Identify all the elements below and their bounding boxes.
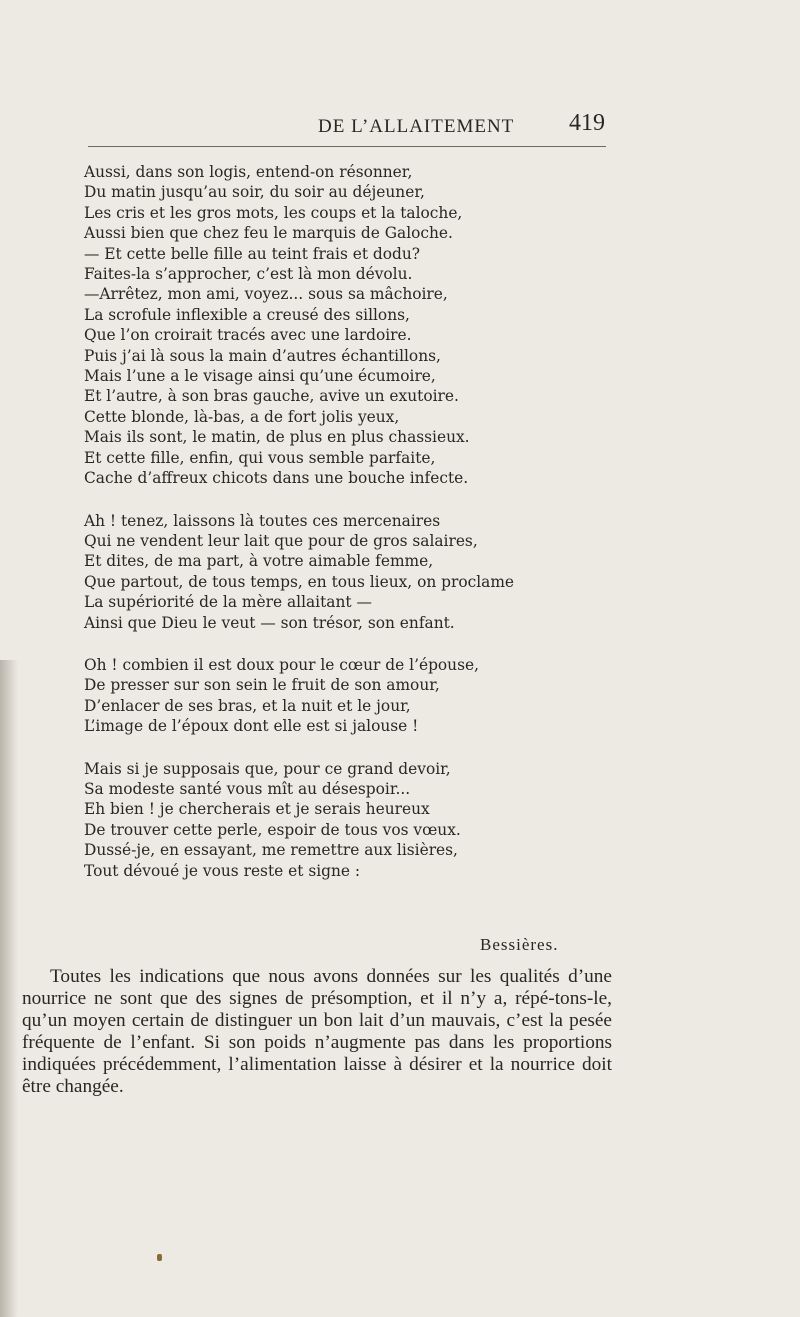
verse-line: Que partout, de tous temps, en tous lieux, on proclame <box>84 572 515 591</box>
verse-line: Tout dévoué je vous reste et signe : <box>84 861 361 880</box>
verse-line: Que l’on croirait tracés avec une lardoire. <box>84 326 412 345</box>
verse-line: Ah ! tenez, laissons là toutes ces mercenaires <box>84 511 441 530</box>
stanza-3 <box>84 655 644 737</box>
verse-line: — Et cette belle fille au teint frais et dodu? <box>84 244 421 263</box>
poem <box>84 162 644 897</box>
verse-line: Oh ! combien il est doux pour le cœur de l’épouse, <box>84 655 479 674</box>
verse-line: Les cris et les gros mots, les coups et la taloche, <box>84 203 463 222</box>
verse-line: —Arrêtez, mon ami, voyez... sous sa mâchoire, <box>84 285 448 304</box>
verse-line: Mais ils sont, le matin, de plus en plus chassieux. <box>84 428 470 447</box>
verse-line: La supériorité de la mère allaitant — <box>84 593 372 612</box>
page-number: 419 <box>569 110 605 136</box>
verse-line: Aussi, dans son logis, entend-on résonner, <box>84 163 413 181</box>
verse-line: Mais l’une a le visage ainsi qu’une écumoire, <box>84 367 436 386</box>
verse-line: Cette blonde, là-bas, a de fort jolis yeux, <box>84 407 400 426</box>
verse-line: Et dites, de ma part, à votre aimable femme, <box>84 552 434 571</box>
verse-line: D’enlacer de ses bras, et la nuit et le jour, <box>84 696 411 715</box>
verse-line: Et cette fille, enfin, qui vous semble parfaite, <box>84 448 436 467</box>
verse-line: L’image de l’époux dont elle est si jalouse ! <box>84 717 419 736</box>
page-header <box>0 110 800 140</box>
stanza-2 <box>84 511 644 633</box>
verse-line: Dussé-je, en essayant, me remettre aux lisières, <box>84 841 458 860</box>
binding-shadow <box>0 660 18 1317</box>
poem-signature: Bessières. <box>480 935 559 954</box>
ink-spot <box>157 1254 162 1261</box>
verse-line: Ainsi que Dieu le veut — son trésor, son enfant. <box>84 613 455 632</box>
verse-line: Aussi bien que chez feu le marquis de Galoche. <box>84 224 453 243</box>
verse-line: Faites-la s’approcher, c’est là mon dévolu. <box>84 265 413 284</box>
verse-line: La scrofule inflexible a creusé des sillons, <box>84 305 410 324</box>
stanza-4 <box>84 759 644 881</box>
stanza-1 <box>84 162 644 489</box>
verse-line: Cache d’affreux chicots dans une bouche infecte. <box>84 469 469 488</box>
verse-line: Et l’autre, à son bras gauche, avive un exutoire. <box>84 387 459 406</box>
verse-line: Qui ne vendent leur lait que pour de gros salaires, <box>84 531 478 550</box>
running-title: DE L’ALLAITEMENT <box>318 116 515 137</box>
body-paragraph: Toutes les indications que nous avons données sur les qualités d’une nourrice ne sont que des signes de présomption, et il n’y a, répé-tons-le, qu’un moyen certain de distinguer un bon lait d’un mauvais, c’est la pesée fréquente de l’enfant. Si son poids n’augmente pas dans les proportions indiquées précédemment, l’alimentation laisse à désirer et la nourrice doit être changée. <box>22 966 612 1097</box>
verse-line: Mais si je supposais que, pour ce grand devoir, <box>84 759 451 778</box>
verse-line: De presser sur son sein le fruit de son amour, <box>84 676 440 695</box>
verse-line: Sa modeste santé vous mît au désespoir... <box>84 779 411 798</box>
verse-line: De trouver cette perle, espoir de tous vos vœux. <box>84 820 461 839</box>
verse-line: Du matin jusqu’au soir, du soir au déjeuner, <box>84 183 425 202</box>
verse-line: Eh bien ! je chercherais et je serais heureux <box>84 800 430 819</box>
verse-line: Puis j’ai là sous la main d’autres échantillons, <box>84 346 441 365</box>
header-rule <box>88 146 606 147</box>
